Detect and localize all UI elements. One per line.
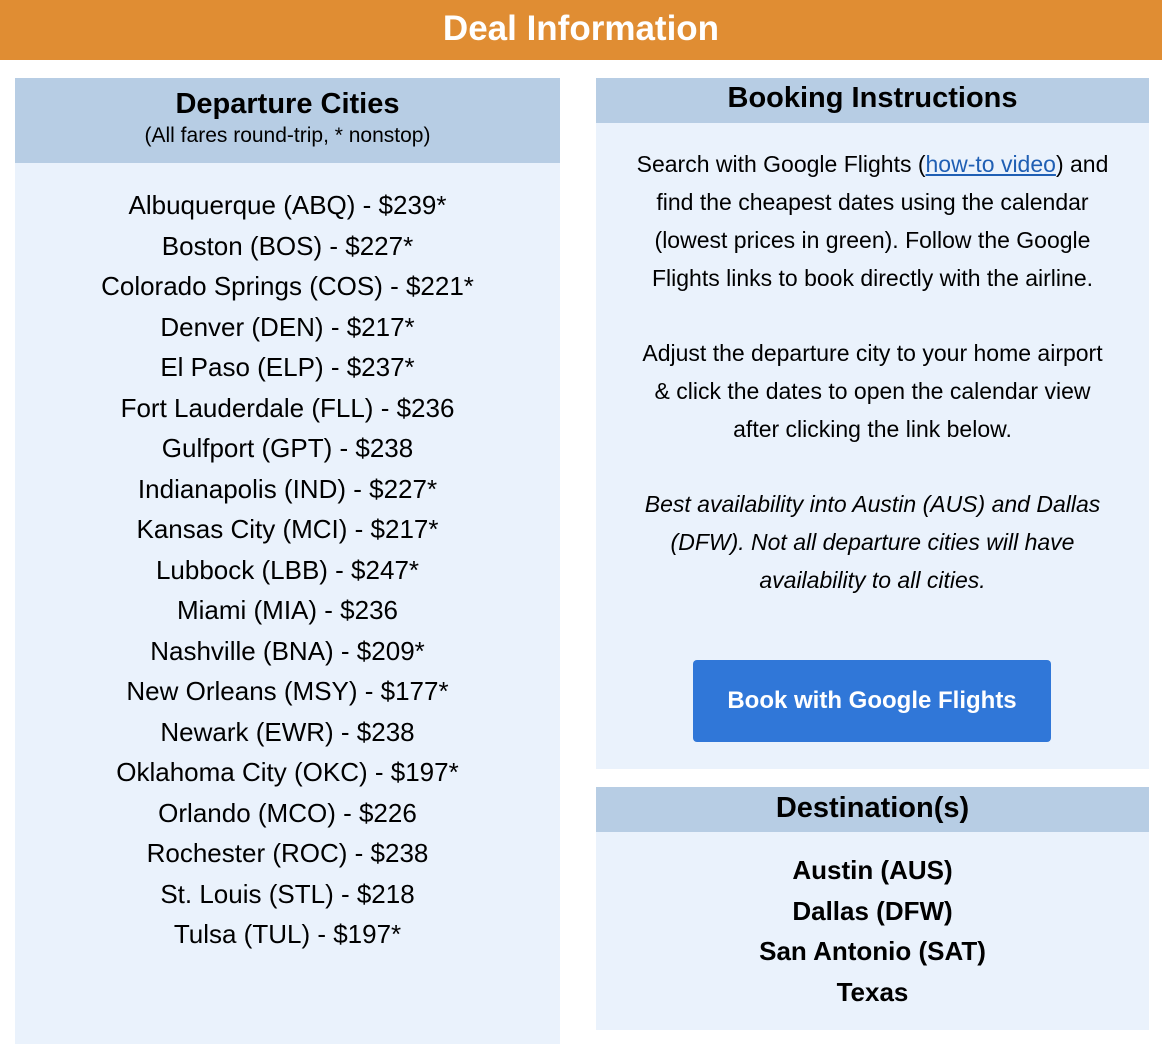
list-item: Orlando (MCO) - $226 (158, 797, 417, 828)
book-with-google-flights-button[interactable]: Book with Google Flights (693, 660, 1051, 742)
list-item: Boston (BOS) - $227* (161, 230, 414, 261)
departure-cities-panel (15, 78, 560, 1044)
header-bar (0, 0, 1162, 60)
list-item: San Antonio (SAT) (759, 936, 986, 966)
list-item: Dallas (DFW) (792, 895, 953, 926)
list-item: Colorado Springs (COS) - $221* (101, 271, 474, 301)
list-item: St. Louis (STL) - $218 (160, 878, 415, 909)
list-item: Miami (MIA) - $236 (176, 595, 399, 625)
list-item: Rochester (ROC) - $238 (146, 838, 429, 868)
list-item: Gulfport (GPT) - $238 (161, 433, 414, 463)
list-item: Albuquerque (ABQ) - $239* (128, 190, 447, 220)
list-item: Oklahoma City (OKC) - $197* (116, 757, 459, 787)
booking-paragraph-search (636, 145, 1109, 297)
list-item: Indianapolis (IND) - $227* (137, 473, 438, 504)
departure-cities-header (15, 78, 560, 163)
how-to-video-link[interactable]: how-to video (925, 151, 1056, 177)
booking-paragraph-availability: Best availability into Austin (AUS) and Dallas (DFW). Not all departure cities will have availability to all cities. (644, 491, 1101, 593)
departure-cities-title: Departure Cities (175, 88, 400, 120)
list-item: Tulsa (TUL) - $197* (173, 919, 402, 949)
list-item: Fort Lauderdale (FLL) - $236 (120, 392, 455, 423)
list-item: Austin (AUS) (792, 855, 953, 885)
booking-instructions-title: Booking Instructions (727, 82, 1018, 114)
list-item: Kansas City (MCI) - $217* (136, 514, 439, 544)
booking-instructions-header (596, 78, 1149, 123)
list-item: Texas (836, 976, 909, 1007)
list-item: Denver (DEN) - $217* (160, 311, 415, 342)
list-item: El Paso (ELP) - $237* (160, 352, 415, 382)
departure-city-list (15, 163, 560, 955)
departure-cities-subtitle: (All fares round-trip, * nonstop) (144, 124, 431, 147)
destinations-panel (596, 787, 1149, 1030)
booking-text-after-link: ) and find the cheapest dates using the calendar (lowest prices in green). Follow the Google Flights links to book directly with the airline. (651, 151, 1109, 291)
booking-text-before-link: Search with Google Flights ( (636, 151, 926, 177)
booking-instructions-panel (596, 78, 1149, 769)
list-item: New Orleans (MSY) - $177* (126, 676, 449, 706)
destinations-header (596, 787, 1149, 832)
destinations-title: Destination(s) (775, 792, 970, 824)
booking-paragraph-adjust: Adjust the departure city to your home airport & click the dates to open the calendar view after clicking the link below. (642, 340, 1103, 442)
page-title: Deal Information (442, 8, 720, 48)
list-item: Newark (EWR) - $238 (160, 716, 415, 747)
booking-instructions-body (596, 123, 1149, 599)
destination-list (596, 832, 1149, 1012)
list-item: Nashville (BNA) - $209* (150, 635, 425, 666)
list-item: Lubbock (LBB) - $247* (155, 554, 420, 585)
